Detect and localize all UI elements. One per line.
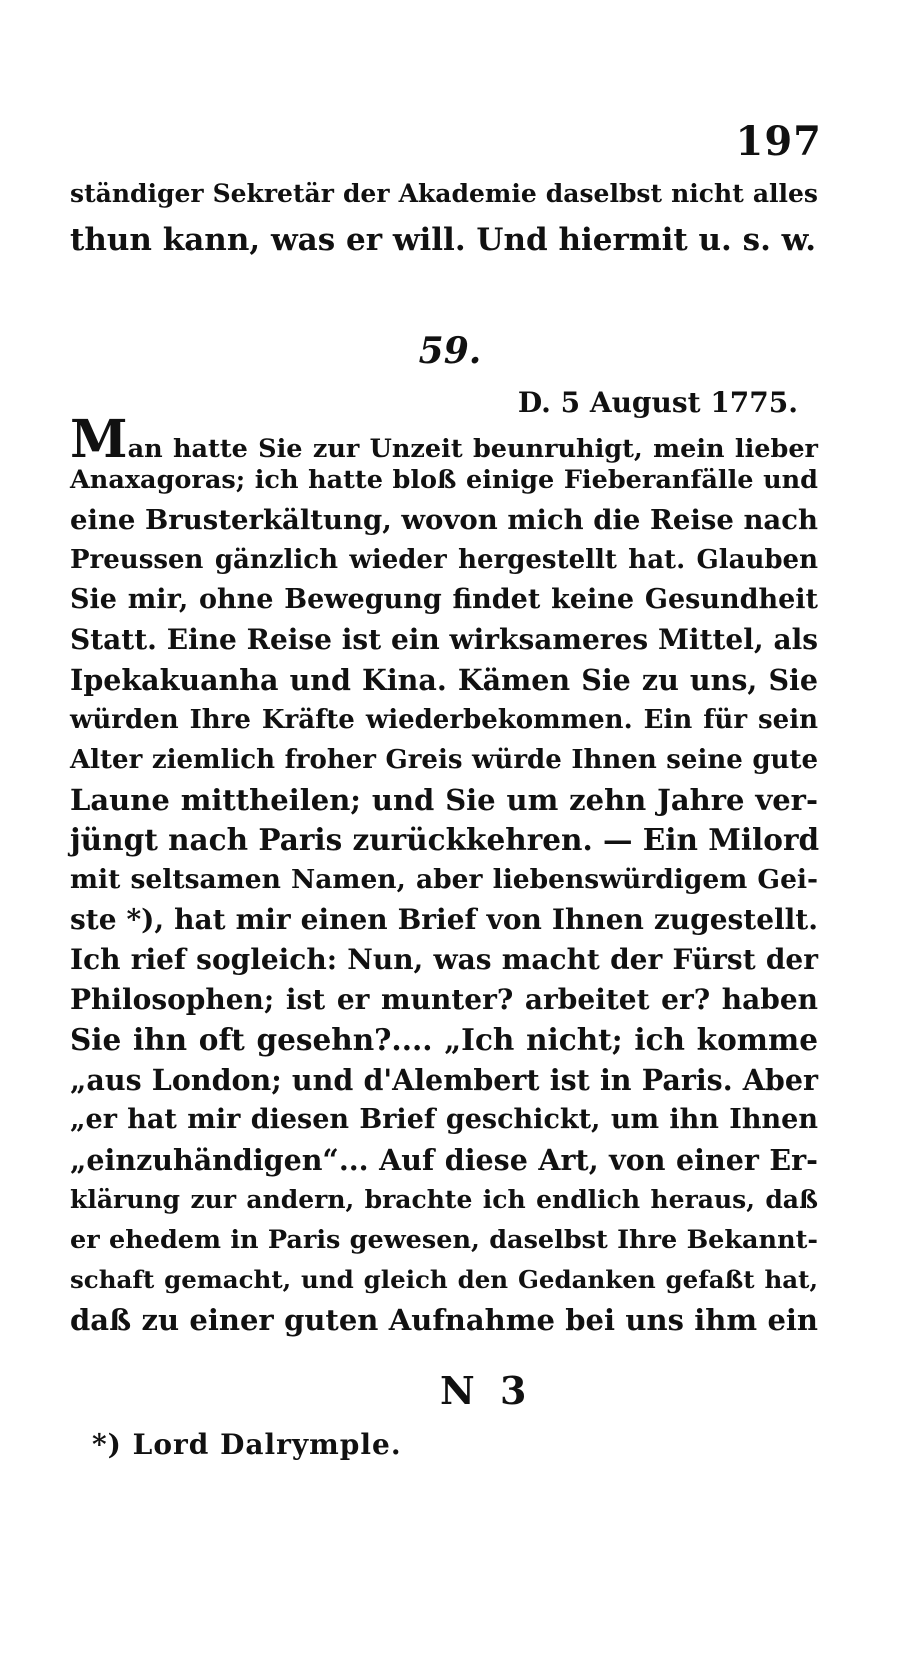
text-line: klärung zur andern, brachte ich endlich heraus, daß bbox=[70, 1185, 818, 1214]
text-line-rest: an hatte Sie zur Unzeit beunruhigt, mein lieber bbox=[127, 434, 818, 464]
text-line: würden Ihre Kräfte wiederbekommen. Ein für sein bbox=[70, 705, 818, 735]
text-line: Ipekakuanha und Kina. Kämen Sie zu uns, Sie bbox=[70, 663, 818, 697]
text-line: Ich rief sogleich: Nun, was macht der Fürst der bbox=[70, 943, 818, 976]
section-number: 59. bbox=[418, 330, 482, 372]
text-line: Anaxagoras; ich hatte bloß einige Fieberanfälle und bbox=[70, 465, 818, 495]
text-line: daß zu einer guten Aufnahme bei uns ihm ein bbox=[70, 1303, 818, 1337]
text-line: eine Brusterkältung, wovon mich die Reise nach bbox=[70, 504, 818, 536]
text-line: ständiger Sekretär der Akademie daselbst nicht alles bbox=[70, 179, 818, 208]
text-line: Alter ziemlich froher Greis würde Ihnen seine gute bbox=[70, 745, 818, 775]
drop-capital: M bbox=[70, 409, 128, 470]
text-line: ste *), hat mir einen Brief von Ihnen zugestellt. bbox=[70, 903, 818, 936]
printer-signature-mark: N 3 bbox=[440, 1368, 533, 1413]
letter-dateline: D. 5 August 1775. bbox=[517, 386, 798, 419]
text-line: „er hat mir diesen Brief geschickt, um ihn Ihnen bbox=[70, 1104, 818, 1135]
text-line: jüngt nach Paris zurückkehren. — Ein Milord bbox=[70, 822, 820, 857]
text-line: er ehedem in Paris gewesen, daselbst Ihre Bekannt- bbox=[70, 1225, 818, 1255]
footnote: *) Lord Dalrymple. bbox=[92, 1428, 402, 1461]
text-line: mit seltsamen Namen, aber liebenswürdigem Gei- bbox=[70, 864, 818, 895]
text-line: Philosophen; ist er munter? arbeitet er? haben bbox=[70, 983, 818, 1016]
text-line: Preussen gänzlich wieder hergestellt hat. Glauben bbox=[70, 545, 818, 575]
text-line: Laune mittheilen; und Sie um zehn Jahre ver- bbox=[70, 783, 818, 817]
text-line: Sie mir, ohne Bewegung findet keine Gesundheit bbox=[70, 584, 818, 615]
text-line: „aus London; und d'Alembert ist in Paris. Aber bbox=[70, 1063, 818, 1097]
text-line: schaft gemacht, und gleich den Gedanken gefaßt hat, bbox=[70, 1265, 818, 1294]
text-line: Statt. Eine Reise ist ein wirksameres Mittel, als bbox=[70, 623, 818, 656]
text-line: „einzuhändigen“... Auf diese Art, von einer Er- bbox=[70, 1143, 818, 1177]
text-line: thun kann, was er will. Und hiermit u. s. w. bbox=[70, 222, 817, 258]
text-line: Sie ihn oft gesehn?.... „Ich nicht; ich komme bbox=[70, 1022, 818, 1057]
page-number: 197 bbox=[735, 118, 822, 165]
